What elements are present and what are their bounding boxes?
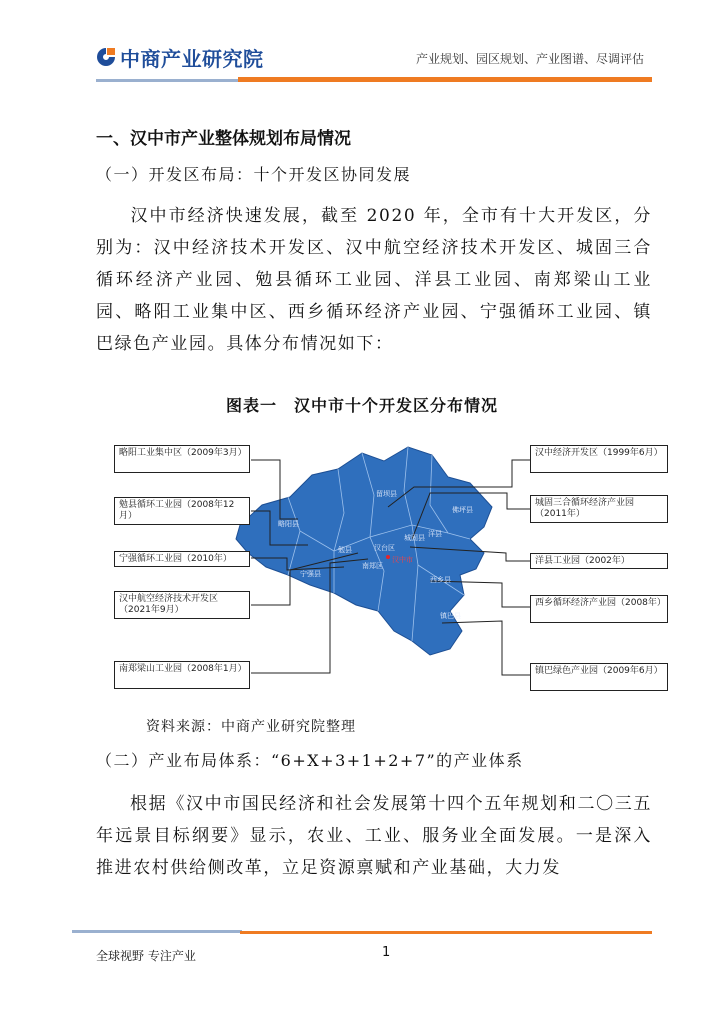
zone-box-nanzheng: 南郑梁山工业园（2008年1月） [114,661,250,689]
zone-box-chenggu: 城固三合循环经济产业园（2011年） [530,495,668,523]
paragraph-1-text: 汉中市经济快速发展，截至 2020 年，全市有十大开发区，分别为：汉中经济技术开发区、汉中航空经济技术开发区、城固三合循环经济产业园、勉县循环工业园、洋县工业园、南郑梁山工业园、略阳工业集中区、西乡循环经济产业园、宁强循环工业园、镇巴绿色产业园。具体分布情况如下： [96,206,652,354]
zone-box-economic: 汉中经济开发区（1999年6月） [530,445,668,473]
page-number: 1 [382,945,391,960]
map-label: 汉中市 [392,556,413,564]
map-label: 南郑区 [362,562,383,570]
sub-heading-1: （一）开发区布局：十个开发区协同发展 [96,165,412,184]
zone-box-aviation: 汉中航空经济技术开发区（2021年9月） [114,591,250,619]
header-rule-blue [96,79,246,82]
logo-text: 中商产业研究院 [120,46,264,71]
map-label: 宁强县 [300,570,321,578]
map-label: 勉县 [338,546,352,554]
development-zone-map [112,435,672,705]
map-label: 留坝县 [376,490,397,498]
map-label: 西乡县 [430,576,451,584]
zone-box-lueyang: 略阳工业集中区（2009年3月） [114,445,250,473]
map-label: 洋县 [428,530,442,538]
hanzhong-region-shape [236,447,492,655]
logo-mark-icon [96,47,116,67]
figure-source: 资料来源：中商产业研究院整理 [146,719,356,735]
footer-rule-blue [72,930,242,933]
sub-heading-2: （二）产业布局体系：“6+X+3+1+2+7”的产业体系 [96,751,524,770]
header-tagline: 产业规划、园区规划、产业图谱、尽调评估 [415,52,644,66]
footer-rule-orange [240,931,652,934]
zone-box-xixiang: 西乡循环经济产业园（2008年） [530,595,668,623]
map-label: 略阳县 [278,520,299,528]
paragraph-2-text: 根据《汉中市国民经济和社会发展第十四个五年规划和二〇三五年远景目标纲要》显示，农业、工业、服务业全面发展。一是深入推进农村供给侧改革，立足资源禀赋和产业基础，大力发 [96,794,652,878]
paragraph-2 [96,788,652,884]
figure-title: 图表一 汉中市十个开发区分布情况 [225,396,498,415]
brand-logo [96,42,264,72]
paragraph-1 [96,200,652,360]
map-label: 城固县 [404,534,425,542]
header-rule-orange [238,77,652,82]
city-marker [386,555,390,559]
section-heading: 一、汉中市产业整体规划布局情况 [96,129,351,149]
zone-box-zhenba: 镇巴绿色产业园（2009年6月） [530,663,668,691]
footer-slogan: 全球视野 专注产业 [96,949,196,963]
zone-box-mianxian: 勉县循环工业园（2008年12月） [114,497,250,525]
map-label: 镇巴县 [440,612,461,620]
map-label: 佛坪县 [452,506,473,514]
zone-box-ningqiang: 宁强循环工业园（2010年） [114,551,250,567]
map-label: 汉台区 [374,544,395,552]
zone-box-yangxian: 洋县工业园（2002年） [530,553,668,569]
